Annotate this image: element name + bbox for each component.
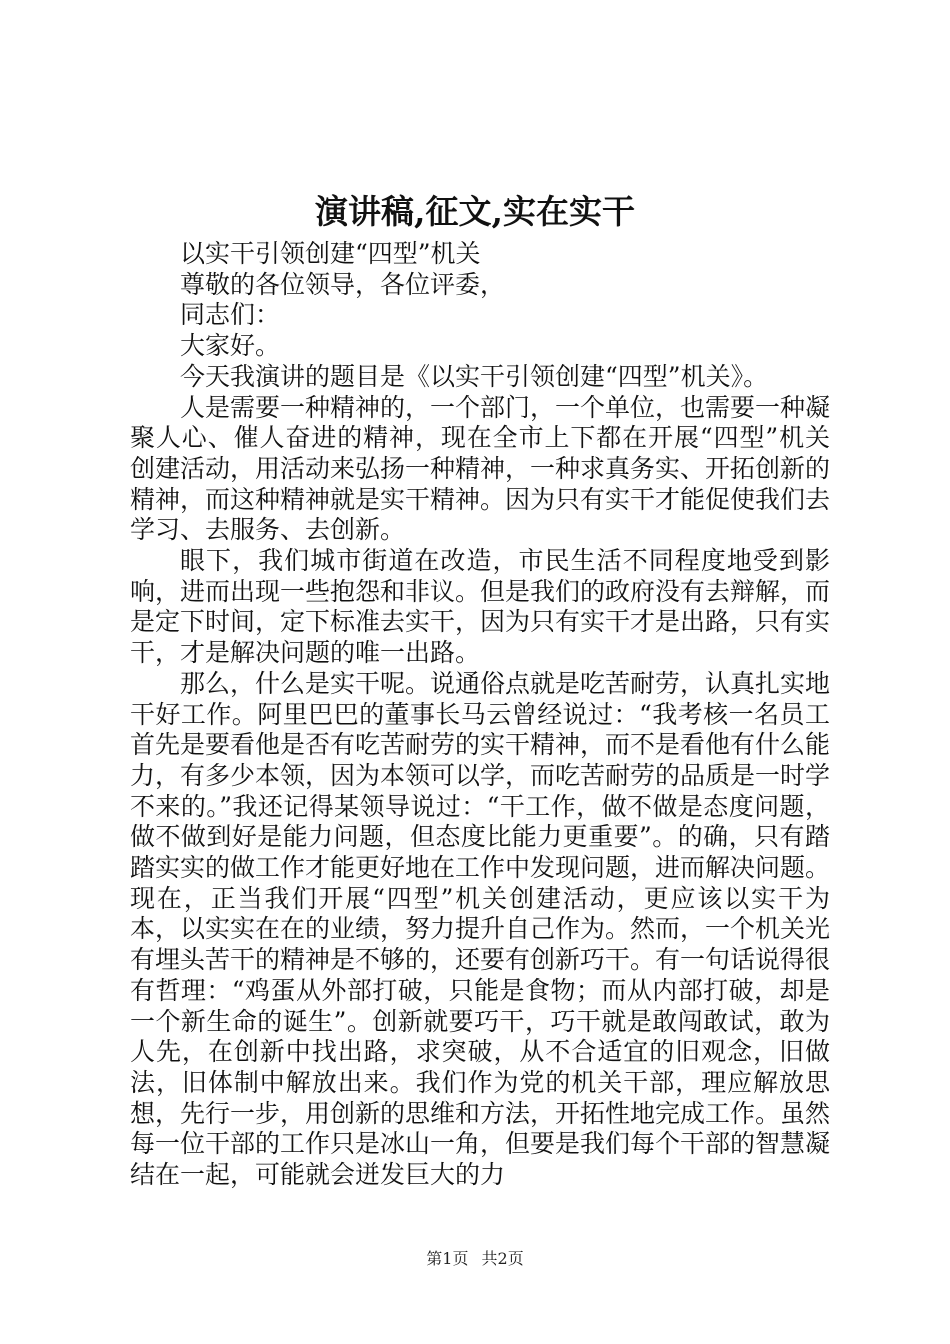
speech-subtitle: 以实干引领创建“四型”机关 bbox=[180, 239, 481, 268]
page-footer bbox=[0, 1246, 950, 1269]
document-body bbox=[130, 239, 830, 1191]
page-title: 演讲稿,征文,实在实干 bbox=[315, 192, 635, 231]
paragraph: 眼下，我们城市街道在改造，市民生活不同程度地受到影响，进而出现一些抱怨和非议。但是我们的政府没有去辩解，而是定下时间，定下标准去实干，因为只有实干才是出路，只有实干，才是解决问题的唯一出路。 bbox=[130, 546, 831, 668]
page-number: 第1页 bbox=[426, 1249, 469, 1268]
greeting-line: 同志们： bbox=[180, 300, 281, 330]
paragraph: 人是需要一种精神的，一个部门，一个单位，也需要一种凝聚人心、催人奋进的精神，现在全市上下都在开展“四型”机关创建活动，用活动来弘扬一种精神，一种求真务实、开拓创新的精神，而这种精神就是实干精神。因为只有实干才能促使我们去学习、去服务、去创新。 bbox=[130, 392, 831, 545]
paragraph: 那么，什么是实干呢。说通俗点就是吃苦耐劳，认真扎实地干好工作。阿里巴巴的董事长马云曾经说过：“我考核一名员工首先是要看他是否有吃苦耐劳的实干精神，而不是看他有什么能力，有多少本领，因为本领可以学，而吃苦耐劳的品质是一时学不来的。”我还记得某领导说过：“干工作，做不做是态度问题，做不做到好是能力问题，但态度比能力更重要”。的确，只有踏踏实实的做工作才能更好地在工作中发现问题，进而解决问题。现在，正当我们开展“四型”机关创建活动，更应该以实干为本，以实实在在的业绩，努力提升自己作为。然而，一个机关光有埋头苦干的精神是不够的，还要有创新巧干。有一句话说得很有哲理：“鸡蛋从外部打破，只能是食物；而从内部打破，却是一个新生命的诞生”。创新就要巧干，巧干就是敢闯敢试，敢为人先，在创新中找出路，求突破，从不合适宜的旧观念，旧做法，旧体制中解放出来。我们作为党的机关干部，理应解放思想，先行一步，用创新的思维和方法，开拓性地完成工作。虽然每一位干部的工作只是冰山一角，但要是我们每个干部的智慧凝结在一起，可能就会迸发巨大的力 bbox=[130, 668, 831, 1190]
paragraph: 今天我演讲的题目是《以实干引领创建“四型”机关》。 bbox=[180, 361, 769, 391]
page-total: 共2页 bbox=[481, 1249, 524, 1268]
greeting-line: 尊敬的各位领导，各位评委， bbox=[180, 269, 506, 299]
greeting-line: 大家好。 bbox=[180, 331, 281, 361]
